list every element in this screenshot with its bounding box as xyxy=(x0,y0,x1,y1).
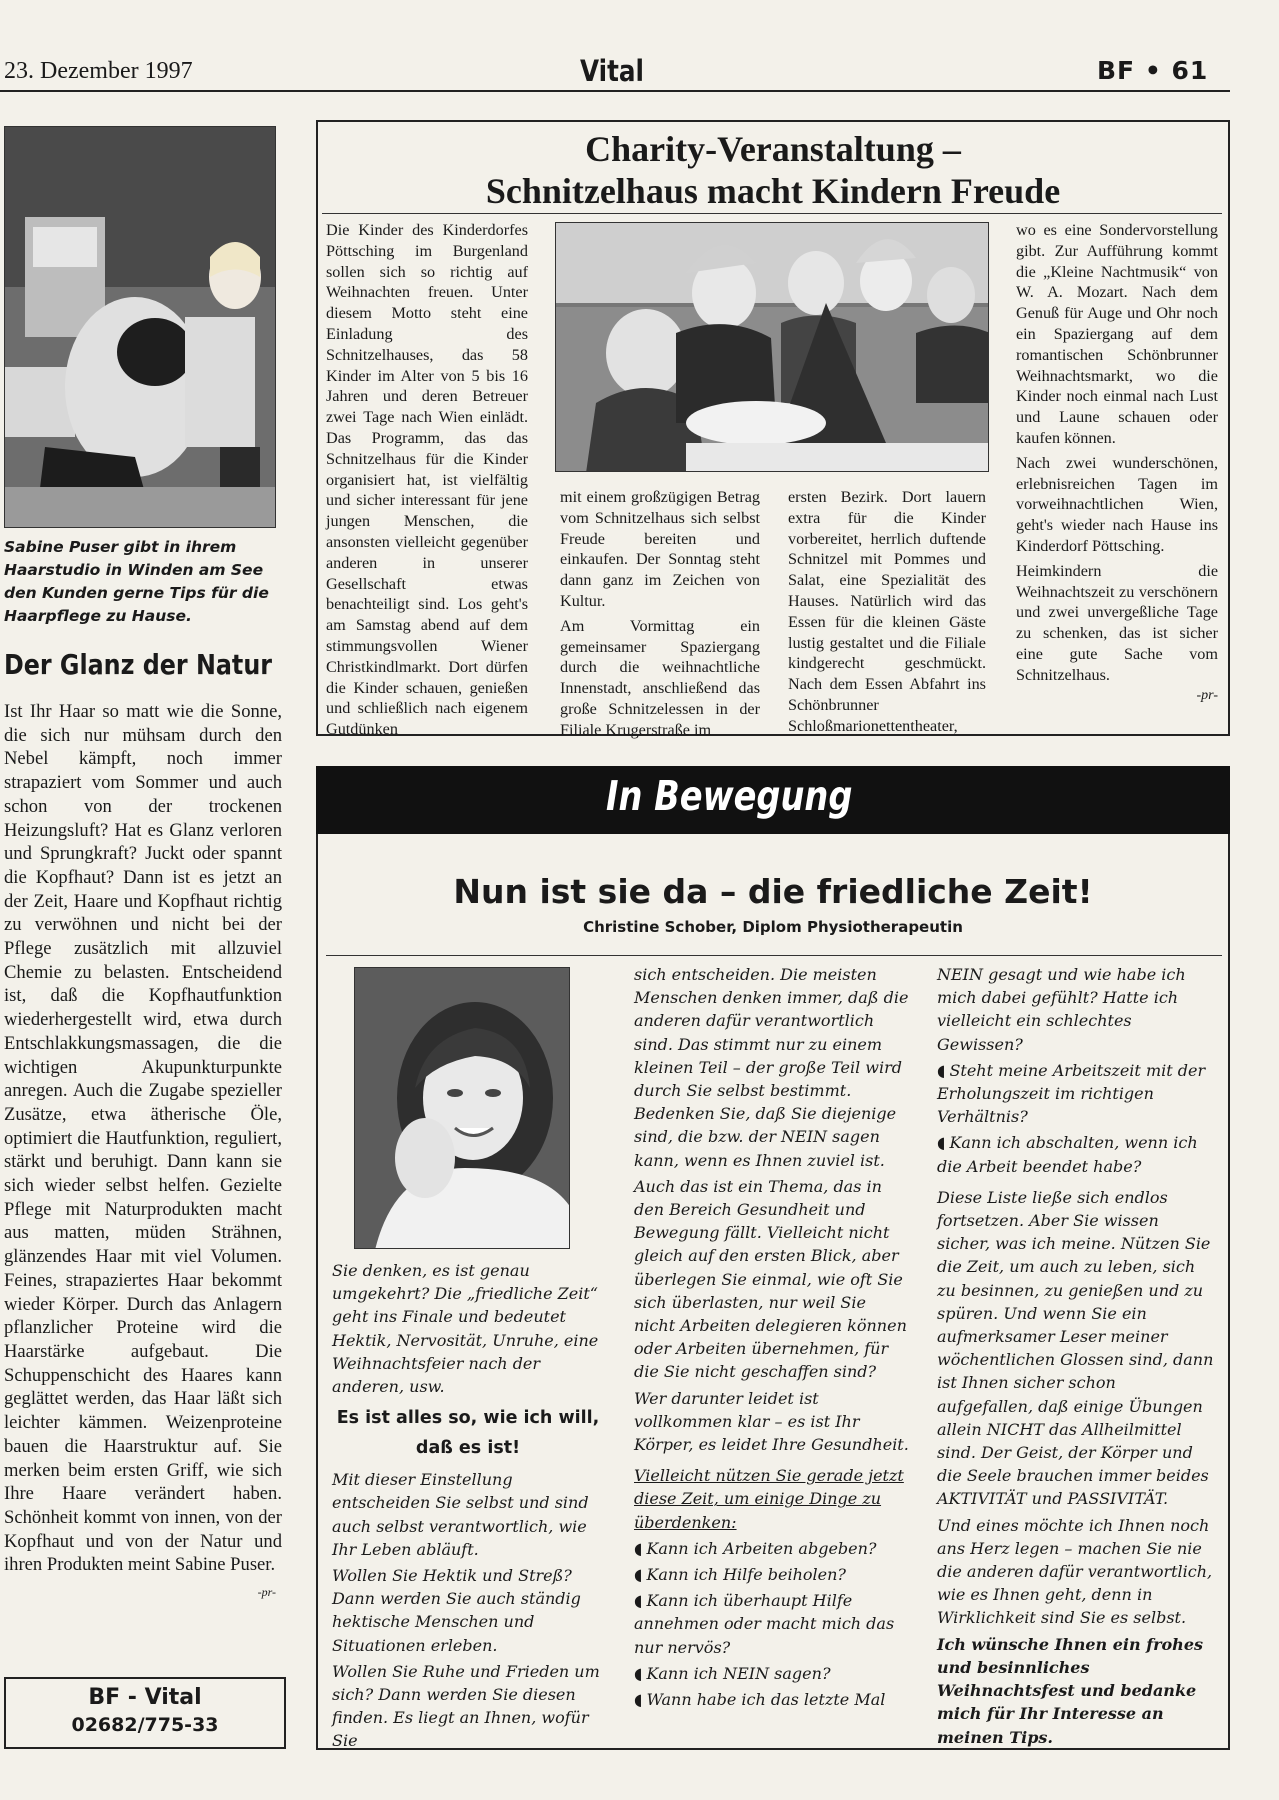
column-banner xyxy=(316,766,1230,834)
issue-date: 23. Dezember 1997 xyxy=(4,58,193,84)
bewegung-list-item: ◖ Wann habe ich das letzte Mal xyxy=(634,1688,910,1711)
charity-text: Heimkindern die Weihnachtszeit zu verschönern und zwei unvergeßliche Tage zu schenken, das ist sicher eine gute Sache vom Schnitzelhaus. xyxy=(1016,561,1218,684)
bewegung-list-item: ◖ Kann ich Arbeiten abgeben? xyxy=(634,1537,910,1560)
charity-text: Die Kinder des Kinderdorfes Pöttsching im Burgenland sollen sich so richtig auf Weihnachten freuen. Unter diesem Motto steht eine Einladung des Schnitzelhauses, das 58 Kinder im Alter von 5 bis 16 Jahren und deren Betreuer zwei Tage nach Wien einlädt. Das Programm, das das Schnitzelhaus für die Kinder organisiert hat, ist vielfältig und sicher interessant für jene jungen Menschen, die ansonsten vielleicht gegenüber anderen in unserer Gesellschaft etwas benachteiligt sind. Los geht's am Samstag abend auf dem stimmungsvollen Wiener Christkindlmarkt. Dort dürfen die Kinder schauen, genießen und schließlich nach eigenem Gutdünken xyxy=(326,221,528,739)
bewegung-list-intro: Vielleicht nützen Sie gerade jetzt diese Zeit, um einige Dinge zu überdenken: xyxy=(634,1466,904,1532)
bewegung-list-item: ◖ Kann ich abschalten, wenn ich die Arbeit beendet habe? xyxy=(937,1131,1215,1177)
article-text: Ist Ihr Haar so matt wie die Sonne, die sich nur mühsam durch den Nebel kämpft, noch immer strapaziert vom Sommer und auch schon von der trockenen Heizungsluft? Hat es Glanz verloren und Sprungkraft? Juckt oder spannt die Kopfhaut? Dann ist es jetzt an der Zeit, Haare und Kopfhaut richtig zu verwöhnen und nicht bei der Pflege zusätzlich mit allzuviel Chemie zu belasten. Entscheidend ist, daß die Kopfhautfunktion wiederhergestellt wird, etwa durch Entschlakkungsmassagen, die die wichtigen Akupunkturpunkte anregen. Auch die Zugabe spezieller Zusätze, etwa ätherische Öle, optimiert die Hautfunktion, reguliert, stärkt und beruhigt. Dann kann sie sich wieder selbst helfen. Gezielte Pflege mit Naturprodukten macht aus matten, müden Strähnen, glänzendes Haar mit viel Volumen. Feines, strapaziertes Haar bekommt wieder Körper. Durch das Anlagern pflanzlicher Proteine wird die Haarstärke aufgebaut. Die Schuppenschicht des Haares kann geglättet werden, das Haar läßt sich leichter kämmen. Weizenproteine bauen die Haarstruktur auf. Sie merken beim ersten Griff, wie sich Ihre Haare verändert haben. Schönheit kommt von innen, von der Kopfhaut und von der Natur und ihren Produkten meint Sabine Puser. xyxy=(4,701,282,1576)
bewegung-text: Wollen Sie Hektik und Streß? Dann werden Sie auch ständig hektische Menschen und Situationen erleben. xyxy=(332,1566,581,1655)
bewegung-col-1 xyxy=(332,1259,604,1753)
article-heading: Der Glanz der Natur xyxy=(4,648,273,681)
bewegung-rule xyxy=(326,955,1222,956)
charity-signature: -pr- xyxy=(1196,687,1218,703)
charity-rule xyxy=(322,213,1222,214)
bewegung-title: Nun ist sie da – die friedliche Zeit! xyxy=(453,872,1093,911)
bewegung-text: Wer darunter leidet ist vollkommen klar – es ist Ihr Körper, es leidet Ihre Gesundheit. xyxy=(634,1388,909,1455)
charity-col-4 xyxy=(1016,220,1218,706)
bewegung-text: Diese Liste ließe sich endlos fortsetzen. Aber Sie wissen sicher, was ich meine. Nützen Sie die Zeit, um auch zu leben, sich zu besinnen, zu genießen und zu spüren. Und wenn Sie ein aufmerksamer Leser meiner wöchentlichen Glossen sind, dann ist Ihnen sicher schon aufgefallen, daß einige Übungen allein NICHT das Allheilmittel sind. Der Geist, der Körper und die Seele brauchen immer beides AKTIVITÄT und PASSIVITÄT. xyxy=(937,1187,1214,1509)
contact-title: BF - Vital xyxy=(88,1685,202,1710)
charity-title-line2: Schnitzelhaus macht Kindern Freude xyxy=(485,171,1061,211)
contact-box xyxy=(4,1677,286,1749)
header-rule xyxy=(0,90,1230,92)
author-portrait-photo xyxy=(354,967,570,1249)
charity-text: wo es eine Sondervorstellung gibt. Zur Aufführung kommt die „Kleine Nachtmusik“ von W. A. Mozart. Nach dem Genuß für Auge und Ohr noch ein Spaziergang auf dem romantischen Schönbrunner Weihnachtsmarkt, wo die Kinder noch einmal nach Lust und Laune schauen oder kaufen können. xyxy=(1016,221,1218,447)
article-signature: -pr- xyxy=(257,1585,276,1600)
page-number: BF • 61 xyxy=(1097,56,1209,85)
section-title: Vital xyxy=(580,54,644,88)
children-christmas-photo xyxy=(555,222,989,472)
bewegung-author: Christine Schober, Diplom Physiotherapeutin xyxy=(583,918,963,936)
charity-text: Nach zwei wunderschönen, erlebnisreichen Tagen im vorweihnachtlichen Wien, geht's wieder nach Hause ins Kinderdorf Pöttsching. xyxy=(1016,453,1218,555)
charity-title xyxy=(318,128,1228,212)
bewegung-subheading: Es ist alles so, wie ich will, daß es ist! xyxy=(336,1408,600,1459)
bewegung-col-3 xyxy=(937,963,1215,1749)
contact-phone: 02682/775-33 xyxy=(71,1714,219,1736)
bewegung-col-2 xyxy=(634,963,910,1711)
bewegung-text: Sie denken, es ist genau umgekehrt? Die „friedliche Zeit“ geht ins Finale und bedeutet Hektik, Nervosität, Unruhe, eine Weihnachtsfeier nach der anderen, usw. xyxy=(332,1261,599,1397)
charity-title-line1: Charity-Veranstaltung – xyxy=(585,129,961,169)
bewegung-text: Auch das ist ein Thema, das in den Bereich Gesundheit und Bewegung fällt. Vielleicht nicht gleich auf den ersten Blick, aber überlegen Sie einmal, wie oft Sie sich überlasten, nur weil Sie nicht Arbeiten delegieren können oder Arbeiten übernehmen, für die Sie nicht geschaffen sind? xyxy=(634,1176,907,1382)
article-body xyxy=(4,700,282,1605)
charity-col-1 xyxy=(326,220,528,740)
charity-col-2 xyxy=(560,487,760,741)
bewegung-list-item: ◖ Kann ich NEIN sagen? xyxy=(634,1662,910,1685)
bewegung-text: NEIN gesagt und wie habe ich mich dabei gefühlt? Hatte ich vielleicht ein schlechtes Gewissen? xyxy=(937,965,1186,1054)
bewegung-text: Wollen Sie Ruhe und Frieden um sich? Dann werden Sie diesen finden. Es liegt an Ihnen, wofür Sie xyxy=(332,1661,600,1751)
charity-text: ersten Bezirk. Dort lauern extra für die Kinder vorbereitet, herrlich duftende Schnitzel mit Pommes und Salat, eine Spezialität des Hauses. Natürlich wird das Essen für die kleinen Gäste lustig gestaltet und die Filiale kindgerecht geschmückt. Nach dem Essen Abfahrt ins Schönbrunner Schloßmarionettentheater, xyxy=(788,488,986,735)
bewegung-text: Und eines möchte ich Ihnen noch ans Herz legen – machen Sie nie die anderen dafür verantwortlich, wie es Ihnen geht, denn in Wirklichkeit sind Sie es selbst. xyxy=(937,1515,1213,1628)
column-banner-text: In Bewegung xyxy=(606,772,853,820)
bewegung-text: Mit dieser Einstellung entscheiden Sie selbst und sind auch selbst verantwortlich, wie Ihr Leben abläuft. xyxy=(332,1470,589,1559)
charity-text: mit einem großzügigen Betrag vom Schnitzelhaus sich selbst Freude bereiten und einkaufen. Der Sonntag steht dann ganz im Zeichen von Kultur. xyxy=(560,488,760,610)
photo-caption: Sabine Puser gibt in ihrem Haarstudio in Winden am See den Kunden gerne Tips für die Haarpflege zu Hause. xyxy=(4,538,269,625)
hairdresser-photo xyxy=(4,126,276,528)
bewegung-closing: Ich wünsche Ihnen ein frohes und besinnliches Weihnachtsfest und bedanke mich für Ihr Interesse an meinen Tips. xyxy=(937,1634,1203,1747)
bewegung-list-item: ◖ Kann ich Hilfe beiholen? xyxy=(634,1563,910,1586)
bewegung-list-item: ◖ Steht meine Arbeitszeit mit der Erholungszeit im richtigen Verhältnis? xyxy=(937,1059,1215,1129)
charity-text: Am Vormittag ein gemeinsamer Spaziergang durch die weihnachtliche Innenstadt, anschließend das große Schnitzelessen in der Filiale Krugerstraße im xyxy=(560,616,760,739)
bewegung-list-item: ◖ Kann ich überhaupt Hilfe annehmen oder macht mich das nur nervös? xyxy=(634,1589,910,1659)
charity-col-3 xyxy=(788,487,986,737)
bewegung-text: sich entscheiden. Die meisten Menschen denken immer, daß die anderen dafür verantwortlich sind. Das stimmt nur zu einem kleinen Teil – der große Teil wird durch Sie selbst bestimmt. Bedenken Sie, daß Sie diejenige sind, die bzw. der NEIN sagen kann, wenn es Ihnen zuviel ist. xyxy=(634,965,909,1170)
